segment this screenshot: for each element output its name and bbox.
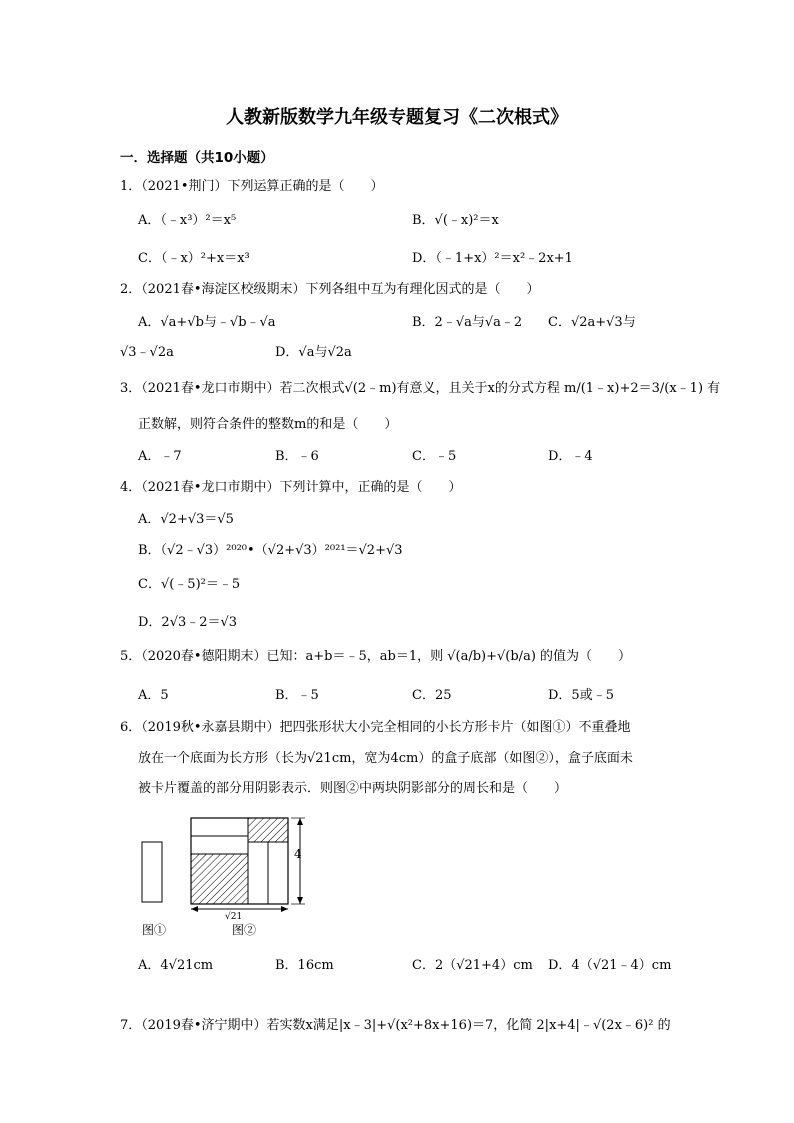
shaded-region-top-right: [248, 818, 288, 842]
question-2-stem: 2．（2021春•海淀区校级期末）下列各组中互为有理化因式的是（ ）: [120, 282, 540, 297]
question-1-option-a: A．（﹣x³）²＝x⁵: [138, 213, 237, 228]
question-1-option-c: C．（﹣x）²+x＝x³: [138, 251, 250, 266]
question-6-option-b: B．16cm: [275, 958, 334, 973]
dimension-height-label: 4: [294, 847, 302, 861]
question-4-option-b: B．（√2﹣√3）²⁰²⁰•（√2+√3）²⁰²¹＝√2+√3: [138, 543, 403, 558]
question-2-option-b: B．2﹣√a与√a﹣2: [412, 315, 523, 330]
question-3-option-d: D．﹣4: [548, 449, 593, 464]
question-4-option-a: A．√2+√3＝√5: [138, 512, 234, 527]
question-2-option-c-continued: √3﹣√2a: [120, 345, 174, 360]
question-4-stem: 4．（2021春•龙口市期中）下列计算中，正确的是（ ）: [120, 480, 462, 495]
question-6-stem-line-2: 放在一个底面为长方形（长为√21cm，宽为4cm）的盒子底部（如图②），盒子底面未: [138, 751, 633, 766]
question-2-option-c: C．√2a+√3与: [548, 315, 636, 330]
question-4-option-d: D．2√3﹣2＝√3: [138, 615, 238, 630]
question-1-option-d: D．（﹣1+x）²＝x²﹣2x+1: [412, 251, 573, 266]
question-5-option-b: B．﹣5: [275, 688, 319, 703]
question-7-stem: 7．（2019春•济宁期中）若实数x满足|x﹣3|+√(x²+8x+16)＝7，化简 2|x+4|﹣√(2x﹣6)² 的: [120, 1018, 671, 1033]
shaded-region-bottom-left: [191, 854, 248, 904]
question-3-option-c: C．﹣5: [412, 449, 457, 464]
question-1-stem: 1．（2021•荆门）下列运算正确的是（ ）: [120, 179, 384, 194]
question-6-option-a: A．4√21cm: [138, 958, 214, 973]
question-3-stem-continued: 正数解，则符合条件的整数m的和是（ ）: [138, 417, 398, 432]
question-2-option-d: D．√a与√2a: [275, 345, 352, 360]
question-1-option-b: B．√(﹣x)²＝x: [412, 213, 499, 228]
question-2-option-a: A．√a+√b与﹣√b﹣√a: [138, 315, 276, 330]
section-heading: 一．选择题（共10小题）: [120, 150, 274, 166]
question-6-option-c: C．2（√21+4）cm: [412, 958, 533, 973]
question-3-option-b: B．﹣6: [275, 449, 319, 464]
question-5-option-a: A．5: [138, 688, 169, 703]
figure-1-label: 图①: [142, 923, 167, 937]
dimension-width-label: √21: [225, 912, 243, 922]
question-5-option-d: D．5或﹣5: [548, 688, 614, 703]
question-3-stem: 3．（2021春•龙口市期中）若二次根式√(2﹣m)有意义，且关于x的分式方程 m/(1﹣x)+2＝3/(x﹣1) 有: [120, 381, 721, 396]
page-title: 人教新版数学九年级专题复习《二次根式》: [226, 107, 568, 128]
question-5-option-c: C．25: [412, 688, 452, 703]
question-3-option-a: A．﹣7: [138, 449, 182, 464]
question-6-option-d: D．4（√21﹣4）cm: [548, 958, 672, 973]
question-6-stem-line-3: 被卡片覆盖的部分用阴影表示．则图②中两块阴影部分的周长和是（ ）: [138, 781, 568, 796]
figure-1-card: [142, 842, 162, 902]
question-6-stem-line-1: 6．（2019秋•永嘉县期中）把四张形状大小完全相同的小长方形卡片（如图①）不重叠地: [120, 720, 631, 735]
question-5-stem: 5．（2020春•德阳期末）已知：a+b＝﹣5，ab＝1，则 √(a/b)+√(b/a) 的值为（ ）: [120, 649, 632, 664]
figure-2-label: 图②: [232, 923, 257, 937]
question-4-option-c: C．√(﹣5)²＝﹣5: [138, 577, 241, 592]
